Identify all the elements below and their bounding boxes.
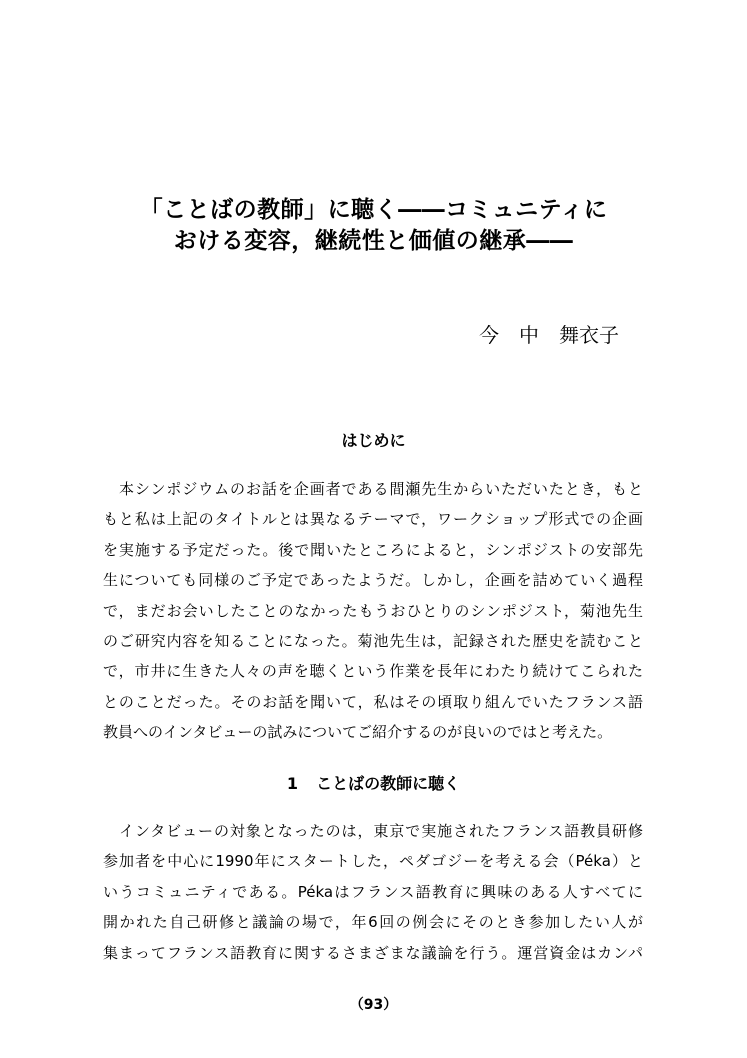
paragraph-line: 教員へのインタビューの試みについてご紹介するのが良いのではと考えた。 bbox=[103, 723, 613, 742]
author-family-name: 今 bbox=[479, 323, 499, 347]
paragraph-line: 参加者を中心に1990年にスタートした，ペダゴジーを考える会（Péka）と bbox=[103, 852, 643, 871]
paragraph-line: もと私は上記のタイトルとは異なるテーマで，ワークショップ形式での企画 bbox=[103, 510, 643, 529]
paragraph-line: いうコミュニティである。Pékaはフランス語教育に興味のある人すべてに bbox=[103, 882, 643, 901]
paragraph-line: とのことだった。そのお話を聞いて，私はその頃取り組んでいたフランス語 bbox=[103, 692, 643, 711]
author-given-name: 舞衣子 bbox=[559, 323, 619, 347]
title-line-1: 「ことばの教師」に聴く――コミュニティに bbox=[139, 197, 608, 223]
author-name bbox=[479, 323, 619, 347]
section-title: ことばの教師に聴く bbox=[316, 774, 461, 793]
paragraph-line: 開かれた自己研修と議論の場で，年6回の例会にそのとき参加したい人が bbox=[103, 913, 643, 932]
section-heading-intro: はじめに bbox=[341, 431, 406, 450]
paragraph-line: を実施する予定だった。後で聞いたところによると，シンポジストの安部先 bbox=[103, 540, 643, 559]
author-middle-name: 中 bbox=[519, 323, 539, 347]
intro-paragraph bbox=[103, 474, 643, 748]
paragraph-line: 生についても同様のご予定であったようだ。しかし，企画を詰めていく過程 bbox=[103, 571, 643, 590]
title-line-2: おける変容，継続性と価値の継承―― bbox=[173, 228, 574, 254]
section-number: 1 bbox=[286, 774, 299, 793]
page-number: （93） bbox=[349, 997, 398, 1013]
paragraph-line: で，市井に生きた人々の声を聴くという作業を長年にわたり続けてこられた bbox=[103, 662, 643, 681]
paper-title bbox=[60, 195, 687, 257]
section1-paragraph bbox=[103, 816, 643, 968]
section-heading-1 bbox=[0, 773, 747, 795]
paragraph-line: 集まってフランス語教育に関するさまざまな議論を行う。運営資金はカンパ bbox=[103, 943, 643, 962]
paragraph-line: のご研究内容を知ることになった。菊池先生は，記録された歴史を読むこと bbox=[103, 631, 643, 650]
paragraph-line: インタビューの対象となったのは，東京で実施されたフランス語教員研修 bbox=[103, 822, 643, 840]
paragraph-line: 本シンポジウムのお話を企画者である間瀬先生からいただいたとき，もと bbox=[103, 480, 643, 498]
paragraph-line: で，まだお会いしたことのなかったもうおひとりのシンポジスト，菊池先生 bbox=[103, 601, 643, 620]
